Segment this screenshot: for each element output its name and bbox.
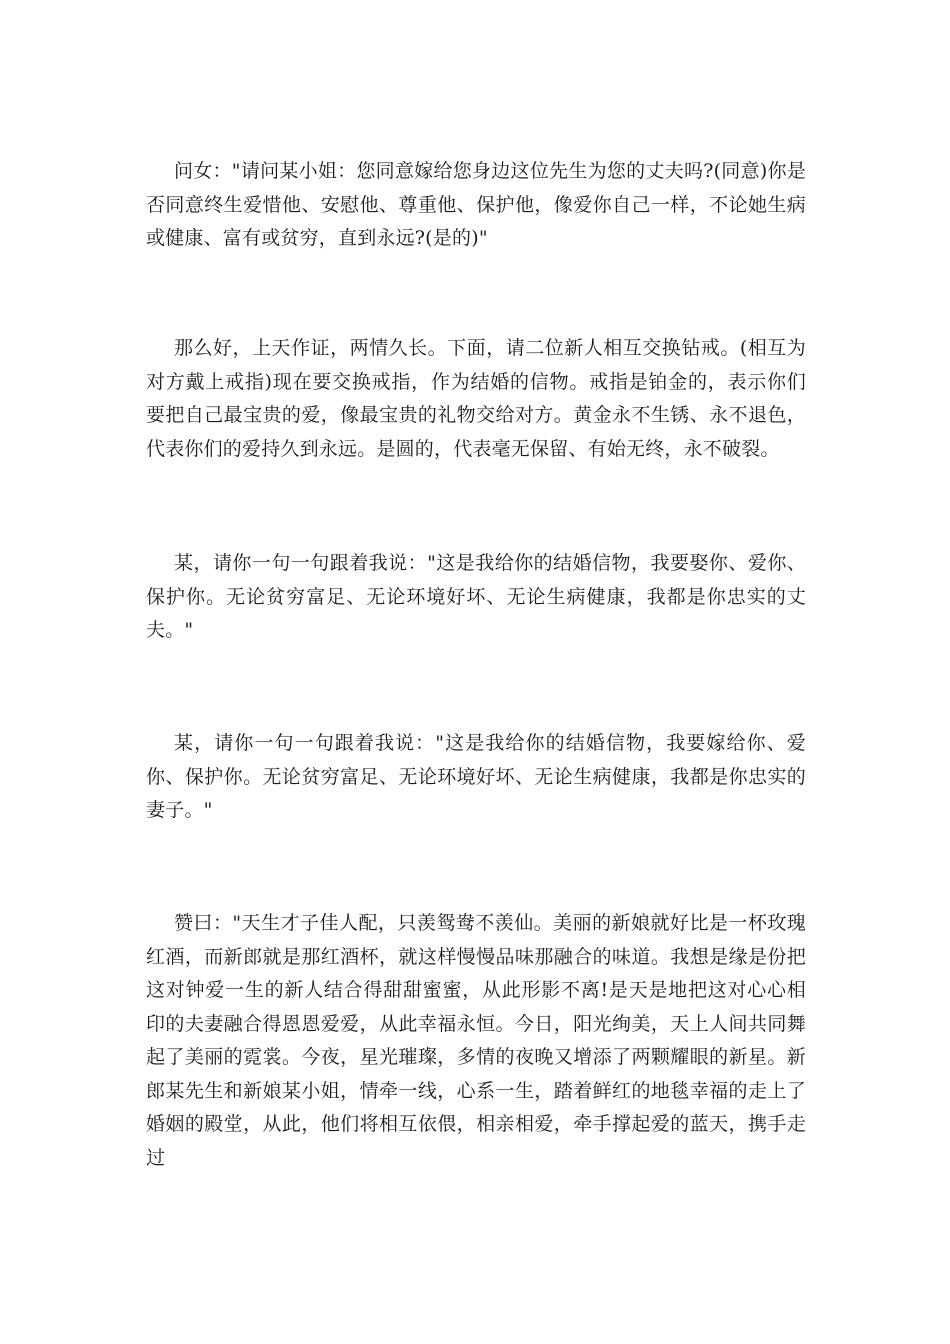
paragraph-bride-vow-question: 问女："请问某小姐：您同意嫁给您身边这位先生为您的丈夫吗?(同意)你是否同意终生爱惜他、安慰他、尊重他、保护他，像爱你自己一样，不论她生病或健康、富有或贫穷，直到永远?(是的)": [146, 160, 806, 249]
paragraph-ring-exchange: 那么好，上天作证，两情久长。下面，请二位新人相互交换钻戒。(相互为对方戴上戒指)现在要交换戒指，作为结婚的信物。戒指是铂金的，表示你们要把自己最宝贵的爱，像最宝贵的礼物交给对方。黄金永不生锈、永不退色，代表你们的爱持久到永远。是圆的，代表毫无保留、有始无终，永不破裂。: [146, 337, 806, 460]
paragraph-blessing: 赞曰："天生才子佳人配，只羡鸳鸯不羡仙。美丽的新娘就好比是一杯玫瑰红酒，而新郎就是那红酒杯，就这样慢慢品味那融合的味道。我想是缘是份把这对钟爱一生的新人结合得甜甜蜜蜜，从此形影不离!是天是地把这对心心相印的夫妻融合得恩恩爱爱，从此幸福永恒。今日，阳光绚美，天上人间共同舞起了美丽的霓裳。今夜，星光璀璨，多情的夜晚又增添了两颗耀眼的新星。新郎某先生和新娘某小姐，情牵一线，心系一生，踏着鲜红的地毯幸福的走上了婚姻的殿堂，从此，他们将相互依偎，相亲相爱，牵手撑起爱的蓝天，携手走过: [146, 912, 806, 1169]
paragraph-groom-vow: 某，请你一句一句跟着我说："这是我给你的结婚信物，我要娶你、爱你、保护你。无论贫穷富足、无论环境好坏、无论生病健康，我都是你忠实的丈夫。": [146, 552, 806, 641]
paragraph-bride-vow: 某，请你一句一句跟着我说："这是我给你的结婚信物，我要嫁给你、爱你、保护你。无论贫穷富足、无论环境好坏、无论生病健康，我都是你忠实的妻子。": [146, 732, 806, 821]
